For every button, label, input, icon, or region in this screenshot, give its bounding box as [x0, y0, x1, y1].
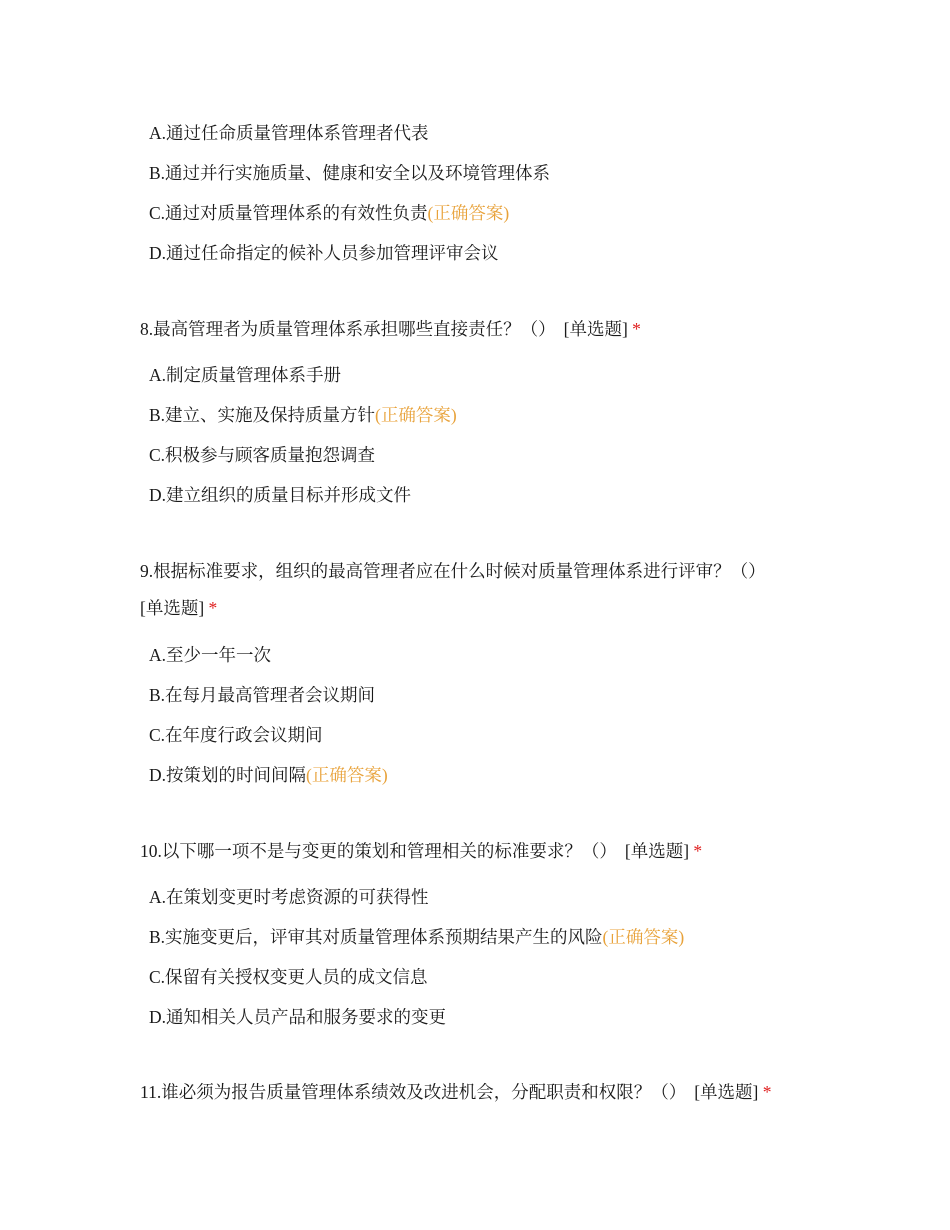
option-q8-d[interactable]: D.建立组织的质量目标并形成文件: [149, 485, 412, 505]
correct-answer-mark: (正确答案): [375, 405, 457, 425]
option-q9-b[interactable]: B.在每月最高管理者会议期间: [149, 685, 376, 705]
option-q8-c[interactable]: C.积极参与顾客质量抱怨调查: [149, 445, 376, 465]
question-10-title: 10.以下哪一项不是与变更的策划和管理相关的标准要求？（） [单选题] *: [140, 841, 703, 861]
correct-answer-mark: (正确答案): [602, 927, 685, 947]
option-q7-c[interactable]: C.通过对质量管理体系的有效性负责(正确答案): [149, 203, 510, 223]
question-type-label: [单选题]: [624, 841, 690, 861]
option-q8-a[interactable]: A.制定质量管理体系手册: [149, 365, 342, 385]
option-q10-a[interactable]: A.在策划变更时考虑资源的可获得性: [149, 887, 429, 907]
question-8-title: 8.最高管理者为质量管理体系承担哪些直接责任？（） [单选题] *: [140, 319, 641, 339]
question-type-label: [单选题]: [140, 598, 205, 618]
option-q7-a[interactable]: A.通过任命质量管理体系管理者代表: [149, 123, 429, 143]
question-11-title: 11.谁必须为报告质量管理体系绩效及改进机会，分配职责和权限？（） [单选题] *: [140, 1082, 772, 1102]
correct-answer-mark: (正确答案): [427, 203, 510, 223]
question-type-label: [单选题]: [563, 319, 628, 339]
question-type-label: [单选题]: [694, 1082, 759, 1102]
question-9-title: 9.根据标准要求，组织的最高管理者应在什么时候对质量管理体系进行评审？（） [单选题] *: [140, 561, 766, 618]
option-q7-d[interactable]: D.通过任命指定的候补人员参加管理评审会议: [149, 243, 499, 263]
option-q9-c[interactable]: C.在年度行政会议期间: [149, 725, 323, 745]
option-q10-d[interactable]: D.通知相关人员产品和服务要求的变更: [149, 1007, 447, 1027]
option-q8-b[interactable]: B.建立、实施及保持质量方针(正确答案): [149, 405, 457, 425]
option-q7-b[interactable]: B.通过并行实施质量、健康和安全以及环境管理体系: [149, 163, 551, 183]
option-q9-d[interactable]: D.按策划的时间间隔(正确答案): [149, 765, 388, 785]
correct-answer-mark: (正确答案): [306, 765, 388, 785]
option-q10-b[interactable]: B.实施变更后，评审其对质量管理体系预期结果产生的风险(正确答案): [149, 927, 685, 947]
required-asterisk: *: [632, 319, 641, 339]
required-asterisk: *: [693, 841, 703, 861]
option-q9-a[interactable]: A.至少一年一次: [149, 645, 272, 665]
required-asterisk: *: [762, 1082, 772, 1102]
required-asterisk: *: [208, 598, 218, 618]
option-q10-c[interactable]: C.保留有关授权变更人员的成文信息: [149, 967, 428, 987]
